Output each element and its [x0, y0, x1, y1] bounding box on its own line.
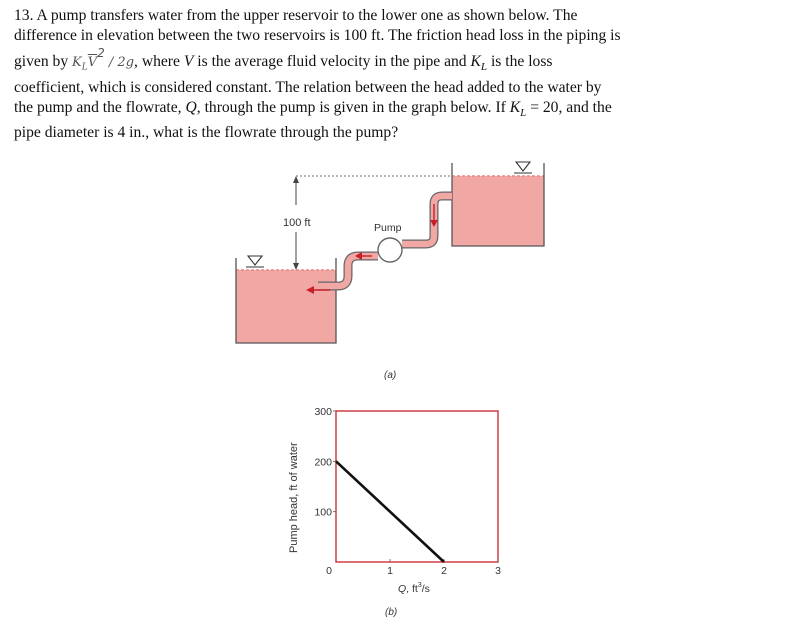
elevation-label: 100 ft: [283, 217, 311, 229]
chart-frame: [336, 411, 498, 562]
pump-label: Pump: [374, 222, 402, 234]
friction-formula: $K_L\overline{V}2 / 2g$: [72, 46, 135, 73]
x-tick-label: 2: [441, 565, 447, 577]
problem-number: 13.: [14, 7, 34, 24]
x-axis-label: Q, $ft^3/s$: [398, 582, 430, 595]
y-tick-label: 300: [314, 406, 332, 418]
problem-line-4: coefficient, which is considered constant. The relation between the head added to the water by: [14, 78, 602, 96]
y-tick-label: 100: [314, 506, 332, 519]
y-axis-label: Pump head, ft of water: [288, 442, 300, 553]
problem-line-3: given by $K_L\overline{V}2 / 2g$, where V is the average fluid velocity in the pipe and $K_L$ is the loss: [14, 46, 553, 74]
problem-line-1: 13. A pump transfers water from the upper reservoir to the lower one as shown below. The: [14, 7, 578, 24]
x-tick-label: 3: [495, 565, 501, 577]
figure-a-caption: (a): [384, 370, 397, 381]
x-tick-label: 1: [387, 565, 393, 577]
figure-b-caption: (b): [385, 607, 398, 618]
problem-line-2: difference in elevation between the two reservoirs is 100 ft. The friction head loss in the piping is: [14, 27, 621, 44]
y-tick-label: 200: [314, 456, 332, 469]
problem-line-5: the pump and the flowrate, Q, through the pump is given in the graph below. If $K_L = 20$, and the: [14, 98, 612, 119]
y-tick-label: 0: [326, 565, 332, 577]
pump-curve-line: [336, 461, 444, 562]
problem-line-6: pipe diameter is 4 in., what is the flowrate through the pump?: [14, 123, 399, 141]
